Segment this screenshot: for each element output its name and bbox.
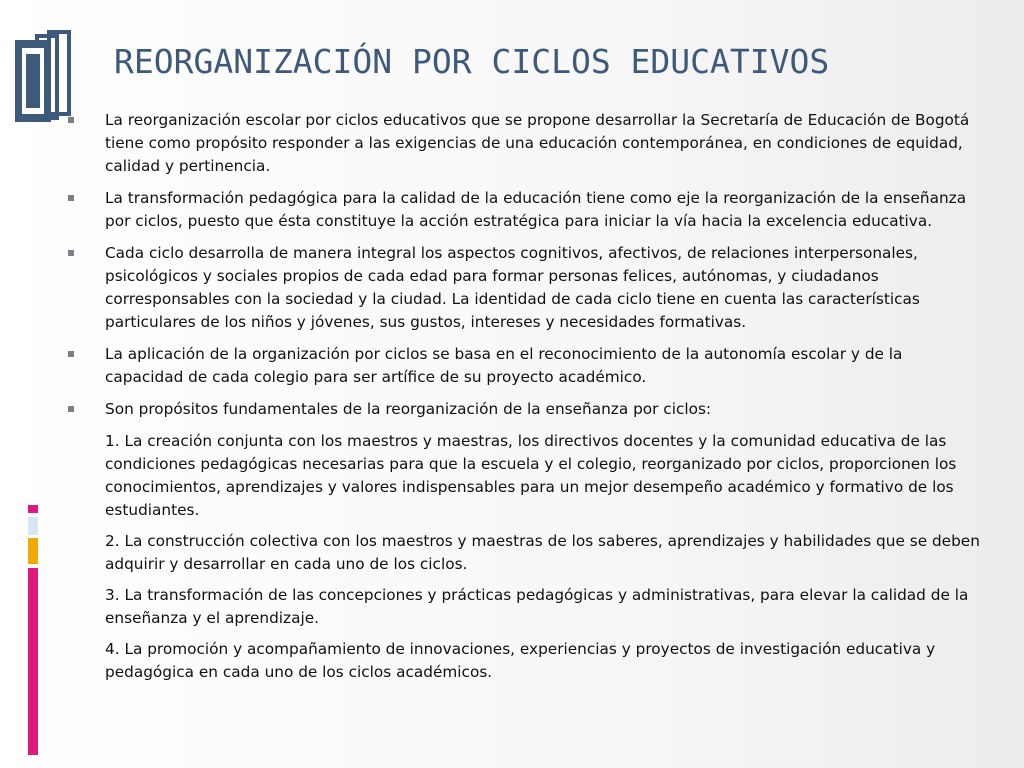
bullet-item bbox=[62, 398, 982, 421]
square-bullet-icon bbox=[68, 195, 74, 201]
slide-title: REORGANIZACIÓN POR CICLOS EDUCATIVOS bbox=[114, 42, 830, 81]
accent-bar-orange bbox=[28, 538, 38, 564]
square-bullet-icon bbox=[68, 117, 74, 123]
bullet-item bbox=[62, 109, 982, 178]
bullet-text: La transformación pedagógica para la calidad de la educación tiene como eje la reorganización de la enseñanza por ciclos, puesto que ésta constituye la acción estratégica para iniciar la vía hacia la excelencia educativa. bbox=[105, 189, 967, 230]
bullet-text: La aplicación de la organización por ciclos se basa en el reconocimiento de la autonomía escolar y de la capacidad de cada colegio para ser artífice de su proyecto académico. bbox=[105, 345, 903, 386]
accent-bar-pink-bottom bbox=[28, 568, 38, 755]
bullet-text: La reorganización escolar por ciclos educativos que se propone desarrollar la Secretaría de Educación de Bogotá tiene como propósito responder a las exigencias de una educación contemporánea, en condiciones de equidad, calidad y pertinencia. bbox=[105, 111, 970, 175]
accent-bar-blue bbox=[28, 517, 38, 535]
bullet-text: Son propósitos fundamentales de la reorganización de la enseñanza por ciclos: bbox=[105, 400, 712, 418]
numbered-item: 3. La transformación de las concepciones y prácticas pedagógicas y administrativas, para elevar la calidad de la enseñanza y el aprendizaje. bbox=[105, 586, 969, 627]
slide-content bbox=[62, 109, 982, 692]
square-bullet-icon bbox=[68, 250, 74, 256]
bullet-text: Cada ciclo desarrolla de manera integral los aspectos cognitivos, afectivos, de relaciones interpersonales, psicológicos y sociales propios de cada edad para formar personas felices, autónomas, y ciudadanos corresponsables con la sociedad y la ciudad. La identidad de cada ciclo tiene en cuenta las características particulares de los niños y jóvenes, sus gustos, intereses y necesidades formativas. bbox=[105, 244, 920, 331]
square-bullet-icon bbox=[68, 406, 74, 412]
bullet-item bbox=[62, 242, 982, 334]
numbered-item: 1. La creación conjunta con los maestros y maestras, los directivos docentes y la comunidad educativa de las condiciones pedagógicas necesarias para que la escuela y el colegio, reorganizado por ciclos, proporcionen los conocimientos, aprendizajes y valores indispensables para un mejor desempeño académico y formativo de los estudiantes. bbox=[105, 432, 957, 519]
square-bullet-icon bbox=[68, 351, 74, 357]
accent-bar-pink-top bbox=[28, 505, 38, 513]
numbered-item: 2. La construcción colectiva con los maestros y maestras de los saberes, aprendizajes y habilidades que se deben adquirir y desarrollar en cada uno de los ciclos. bbox=[105, 532, 980, 573]
numbered-item: 4. La promoción y acompañamiento de innovaciones, experiencias y proyectos de investigación educativa y pedagógica en cada uno de los ciclos académicos. bbox=[105, 640, 936, 681]
accent-bar bbox=[28, 505, 38, 755]
bullet-item bbox=[62, 187, 982, 233]
bullet-item bbox=[62, 343, 982, 389]
